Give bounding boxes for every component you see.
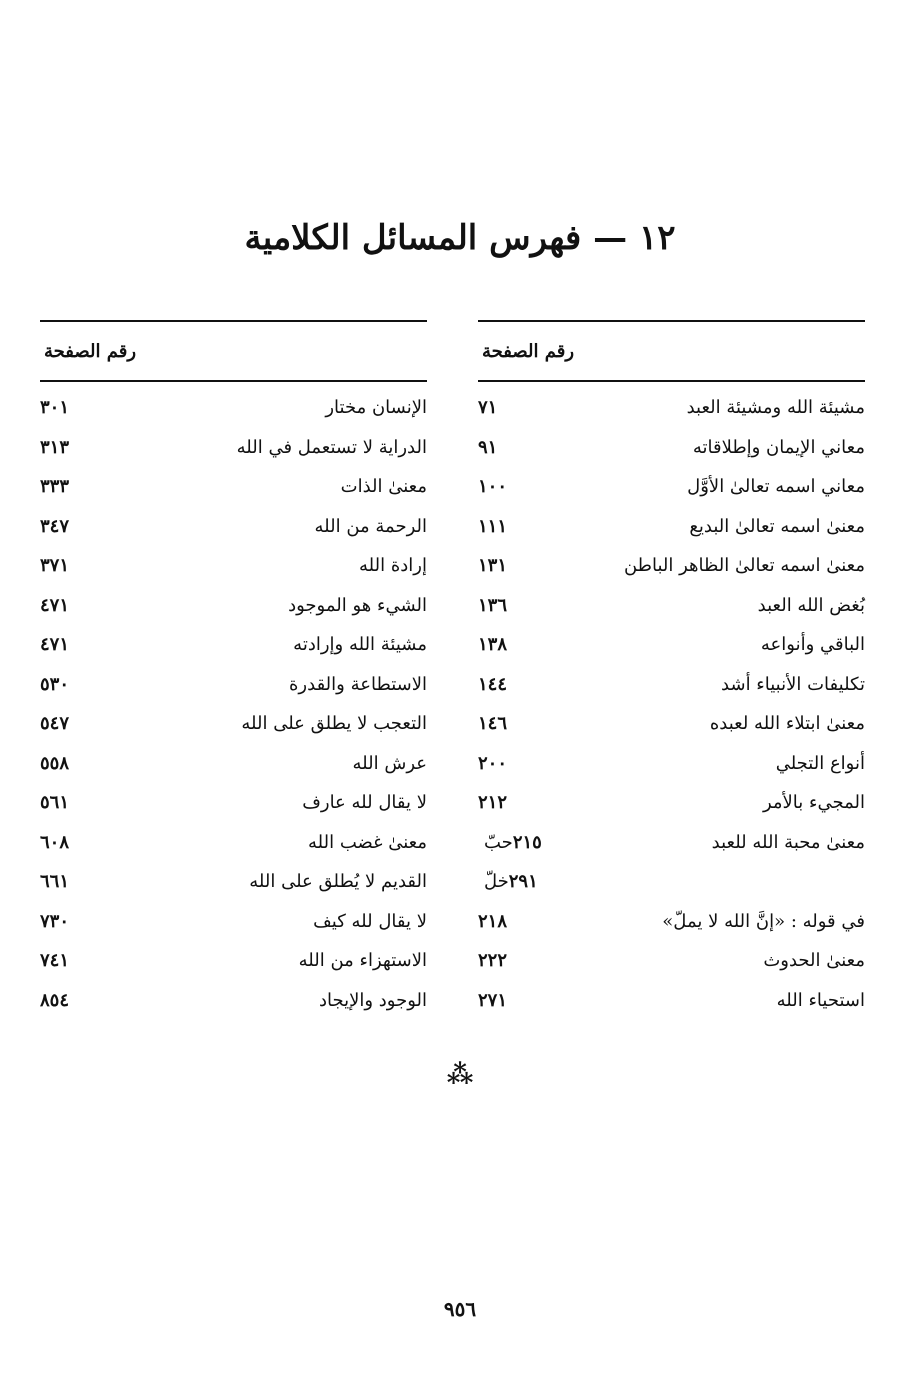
entry-label: الشيء هو الموجود — [288, 594, 427, 616]
index-entry — [478, 665, 865, 705]
index-entry — [40, 783, 427, 823]
entry-label: معنىٰ اسمه تعالىٰ الظاهر الباطن — [623, 555, 865, 577]
entry-page-number — [40, 871, 120, 892]
index-entry — [40, 744, 427, 784]
page-value: ١١١ — [478, 515, 508, 537]
entry-page-number — [478, 674, 558, 695]
entry-page-number — [40, 832, 120, 853]
page-value: ٢٢٢ — [478, 950, 508, 972]
entry-label: معاني الإيمان وإطلاقاته — [692, 436, 865, 458]
index-entry — [478, 388, 865, 428]
page-value: ٥٤٧ — [40, 713, 70, 735]
entry-page-number — [40, 555, 120, 576]
entry-label: معنىٰ اسمه تعالىٰ البديع — [689, 515, 865, 537]
entry-label: معنىٰ ابتلاء الله لعبده — [709, 713, 865, 735]
index-entry — [478, 467, 865, 507]
entry-page-number — [40, 713, 120, 734]
entry-label: مشيئة الله وإرادته — [293, 634, 427, 656]
index-entry — [40, 902, 427, 942]
entry-label: الاستهزاء من الله — [298, 950, 427, 972]
entry-page-number — [478, 397, 558, 418]
entry-page-number — [40, 792, 120, 813]
page-value: ٧١ — [478, 397, 498, 419]
index-entry — [478, 902, 865, 942]
entry-label: تكليفات الأنبياء أشد — [721, 673, 865, 695]
index-entry — [40, 704, 427, 744]
page-value: ١٣١ — [478, 555, 508, 577]
page-value: ٤٧١ — [40, 634, 70, 656]
index-entry — [40, 665, 427, 705]
page-value: ١٠٠ — [478, 476, 508, 498]
index-entry — [478, 428, 865, 468]
page-value: ٣٤٧ — [40, 515, 70, 537]
index-entry — [478, 744, 865, 784]
entry-label: الإنسان مختار — [325, 397, 427, 419]
entry-page-number — [40, 634, 120, 655]
index-entry — [40, 546, 427, 586]
entry-label: الدراية لا تستعمل في الله — [236, 436, 427, 458]
index-entry — [40, 981, 427, 1021]
entry-page-number — [478, 555, 558, 576]
entry-page-number — [478, 516, 558, 537]
page-value: ٥٥٨ — [40, 752, 70, 774]
index-entry — [40, 507, 427, 547]
entry-page-number — [40, 990, 120, 1011]
page-value: ١٤٦ — [478, 713, 508, 735]
entry-label: في قوله : «إنَّ الله لا يملّ» — [662, 910, 865, 932]
entry-label: التعجب لا يطلق على الله — [241, 713, 427, 735]
entry-note: خلّ — [484, 871, 509, 893]
index-entry — [478, 507, 865, 547]
entry-label: الوجود والإيجاد — [318, 989, 427, 1011]
index-entry — [478, 981, 865, 1021]
page-value: ٢٩١ — [508, 871, 538, 893]
entry-label: معنىٰ الذات — [340, 476, 427, 498]
page-number: ٩٥٦ — [443, 1297, 477, 1321]
index-entry — [478, 546, 865, 586]
index-entry — [40, 941, 427, 981]
header-rule — [40, 380, 427, 382]
entry-page-number — [40, 595, 120, 616]
entry-page-number — [478, 871, 558, 892]
index-entry — [40, 823, 427, 863]
index-entry — [40, 862, 427, 902]
page-value: ٧٤١ — [40, 950, 70, 972]
entry-label: القديم لا يُطلق على الله — [249, 871, 427, 893]
entry-page-number — [478, 950, 558, 971]
entry-page-number — [478, 713, 558, 734]
entry-page-number — [478, 476, 558, 497]
page-value: ٨٥٤ — [40, 989, 70, 1011]
entry-label: معنىٰ محبة الله للعبد — [711, 831, 865, 853]
index-entry — [40, 625, 427, 665]
column-header — [478, 322, 865, 380]
section-separator: ⁂ — [446, 1060, 474, 1090]
entry-label: المجيء بالأمر — [762, 792, 865, 814]
index-entry — [478, 823, 865, 863]
entry-page-number — [40, 516, 120, 537]
page-title: ١٢ — فهرس المسائل الكلامية — [244, 218, 676, 258]
entry-page-number — [40, 437, 120, 458]
entry-label: مشيئة الله ومشيئة العبد — [686, 397, 865, 419]
page-value: ١٣٨ — [478, 634, 508, 656]
entry-page-number — [478, 595, 558, 616]
page-value: ٥٦١ — [40, 792, 70, 814]
index-entry — [40, 586, 427, 626]
entry-label: الرحمة من الله — [314, 515, 427, 537]
index-rows — [478, 388, 865, 1020]
entry-page-number — [40, 753, 120, 774]
entry-page-number — [40, 476, 120, 497]
page-value: ٢٧١ — [478, 989, 508, 1011]
index-entry — [478, 941, 865, 981]
entry-page-number — [40, 674, 120, 695]
page-value: ١٤٤ — [478, 673, 508, 695]
page-value: ٢١٥ — [512, 831, 542, 853]
entry-label: معاني اسمه تعالىٰ الأوَّل — [687, 476, 865, 498]
entry-label: الاستطاعة والقدرة — [289, 673, 427, 695]
index-rows — [40, 388, 427, 1020]
page-value: ٩١ — [478, 436, 498, 458]
page-value: ٢١٨ — [478, 910, 508, 932]
page-value: ٧٣٠ — [40, 910, 70, 932]
entry-label: لا يقال لله كيف — [313, 910, 427, 932]
entry-label: معنىٰ الحدوث — [763, 950, 865, 972]
header-rule — [478, 380, 865, 382]
entry-label: معنىٰ غضب الله — [308, 831, 427, 853]
index-entry — [478, 862, 865, 902]
page-value: ٣١٣ — [40, 436, 70, 458]
entry-label: استحياء الله — [776, 989, 865, 1011]
entry-page-number — [478, 832, 558, 853]
entry-label: عرش الله — [352, 752, 427, 774]
entry-page-number — [478, 990, 558, 1011]
entry-label: الباقي وأنواعه — [760, 634, 865, 656]
page-value: ٣٣٣ — [40, 476, 70, 498]
page-value: ٣٧١ — [40, 555, 70, 577]
column-header — [40, 322, 427, 380]
entry-note: حبّ — [484, 831, 513, 853]
entry-label: أنواع التجلي — [775, 752, 865, 774]
entry-page-number — [478, 634, 558, 655]
index-column-right — [478, 320, 865, 1020]
page-value: ٥٣٠ — [40, 673, 70, 695]
index-entry — [478, 625, 865, 665]
index-column-left — [40, 320, 427, 1020]
index-entry — [40, 467, 427, 507]
entry-label: لا يقال لله عارف — [302, 792, 427, 814]
entry-page-number — [40, 911, 120, 932]
column-header-label: رقم الصفحة — [482, 340, 575, 362]
page-value: ٤٧١ — [40, 594, 70, 616]
entry-page-number — [40, 397, 120, 418]
index-entry — [478, 586, 865, 626]
entry-page-number — [478, 911, 558, 932]
entry-page-number — [478, 753, 558, 774]
page-value: ١٣٦ — [478, 594, 508, 616]
page-value: ٦٠٨ — [40, 831, 70, 853]
index-entry — [478, 704, 865, 744]
column-header-label: رقم الصفحة — [44, 340, 137, 362]
page-value: ٣٠١ — [40, 397, 70, 419]
page-value: ٢٠٠ — [478, 752, 508, 774]
index-entry — [40, 388, 427, 428]
entry-page-number — [478, 437, 558, 458]
page-value: ٢١٢ — [478, 792, 508, 814]
index-entry — [40, 428, 427, 468]
index-entry — [478, 783, 865, 823]
entry-label: إرادة الله — [359, 555, 427, 577]
page-value: ٦٦١ — [40, 871, 70, 893]
entry-page-number — [478, 792, 558, 813]
entry-label: بُغض الله العبد — [757, 594, 865, 616]
entry-page-number — [40, 950, 120, 971]
